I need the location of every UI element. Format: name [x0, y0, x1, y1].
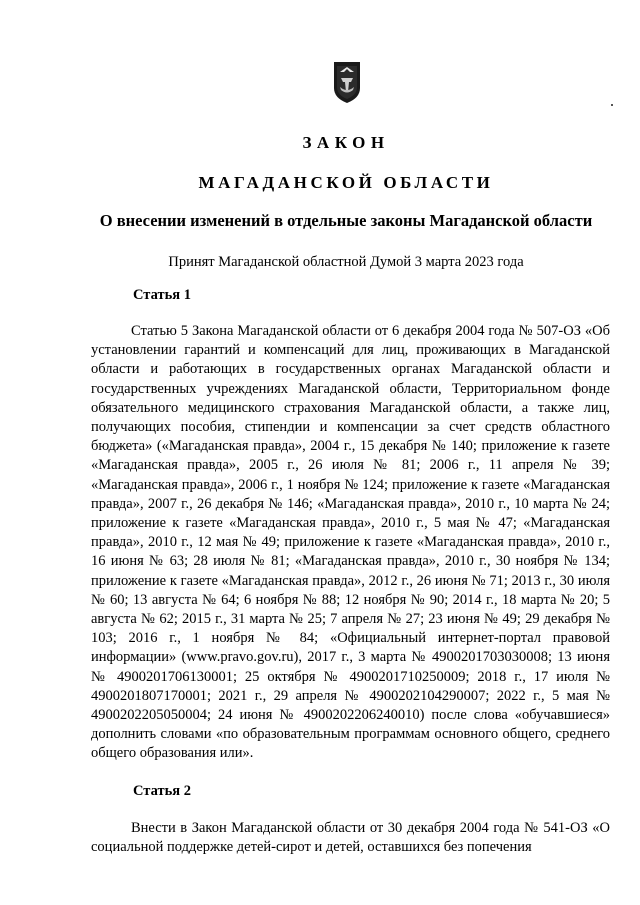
article-1-heading: Статья 1 [133, 287, 191, 303]
article-1-text: Статью 5 Закона Магаданской области от 6 декабря 2004 года № 507-ОЗ «Об установлении гарантий и компенсаций для лиц, проживающих в Магаданской области и работающих в государственных органах Магаданской области и государственных учреждениях Магаданской области, Территориальном фонде обязательного медицинского страхования Магаданской области, а также лиц, получающих пособия, стипендии и компенсации за счет средств областного бюджета» («Магаданская правда», 2004 г., 15 декабря № 140; приложение к газете «Магаданская правда», 2005 г., 26 июля № 81; 2006 г., 11 апреля № 39; «Магаданская правда», 2006 г., 1 ноября № 124; приложение к газете «Магаданская правда», 2007 г., 26 декабря № 146; «Магаданская правда», 2010 г., 10 марта № 24; приложение к газете «Магаданская правда», 2010 г., 5 мая № 47; «Магаданская правда», 2010 г., 12 мая № 49; приложение к газете «Магаданская правда», 2010 г., 16 июня № 63; 28 июля № 81; «Магаданская правда», 2010 г., 30 ноября № 134; приложение к газете «Магаданская правда», 2012 г., 26 июня № 71; 2013 г., 30 июля № 60; 13 августа № 64; 6 ноября № 88; 12 ноября № 90; 2014 г., 18 марта № 20; 5 августа № 62; 2015 г., 31 марта № 25; 7 апреля № 27; 23 июня № 49; 29 декабря № 103; 2016 г., 1 ноября № 84; «Официальный интернет-портал правовой информации» (www.pravo.gov.ru), 2017 г., 3 марта № 4900201703030008; 13 июня № 4900201706130001; 25 октября № 4900201710250009; 2018 г., 17 июля № 4900201807170001; 2021 г., 29 апреля № 4900202104290007; 2022 г., 5 мая № 4900202205050004; 24 июня № 4900202206240010) после слова «обучавшиеся» дополнить словами «по образовательным программам основного общего, среднего общего образования или». [91, 323, 610, 762]
region-heading: МАГАДАНСКОЙ ОБЛАСТИ [198, 173, 494, 192]
article-2-heading: Статья 2 [133, 783, 191, 799]
scan-speck [611, 104, 613, 106]
adoption-line: Принят Магаданской областной Думой 3 марта 2023 года [168, 254, 524, 270]
document-type-heading: ЗАКОН [302, 133, 390, 152]
coat-of-arms-icon [332, 60, 362, 104]
law-title: О внесении изменений в отдельные законы Магаданской области [99, 211, 593, 230]
article-2-text: Внести в Закон Магаданской области от 30 декабря 2004 года № 541-ОЗ «О социальной поддержке детей-сирот и детей, оставшихся без попечения [91, 820, 610, 856]
